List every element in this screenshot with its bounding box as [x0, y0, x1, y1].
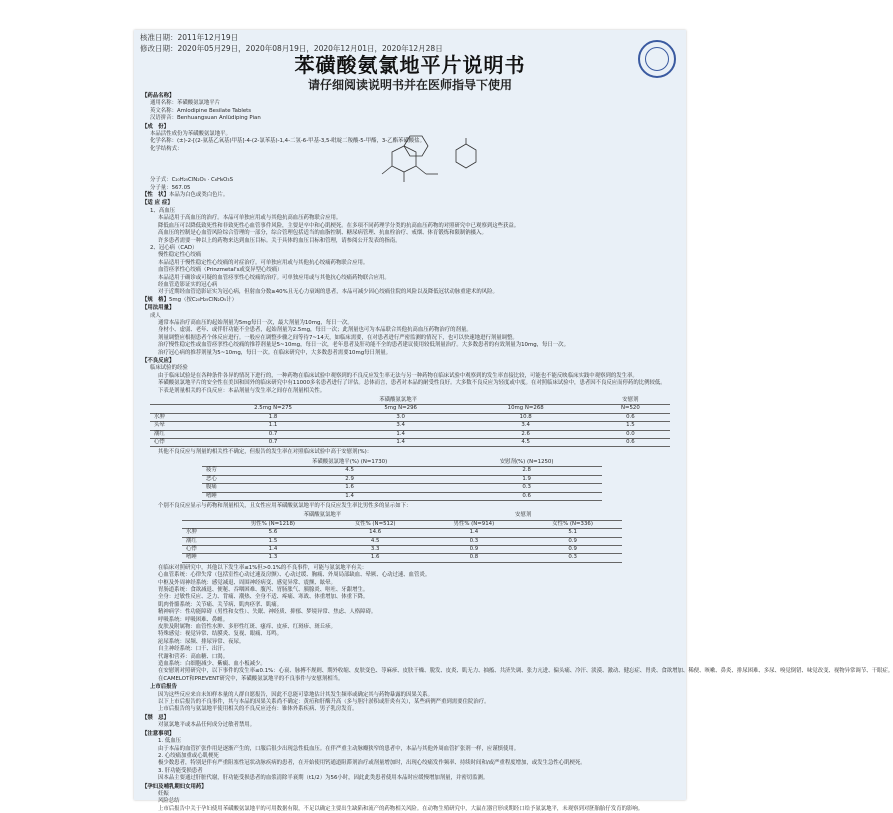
adverse-line: 临床试验的经验	[150, 365, 188, 372]
text-line: 自主神经系统：口干、出汗。	[158, 646, 229, 653]
pinyin-name: 汉语拼音：Benhuangsuan Anlüdiping Pian	[150, 115, 261, 122]
section-heading-precautions: 【注意事项】	[142, 730, 175, 737]
contraindications-text: 对氨氯地平或本品任何成分过敏者禁用。	[158, 722, 256, 729]
table-header-cell: 女性% (N=336)	[523, 520, 622, 528]
generic-name: 通用名称：苯磺酸氨氯地平片	[150, 100, 221, 107]
active-ingredient: 本品活性成份为苯磺酸氨氯地平。	[150, 131, 231, 138]
text-line: 精神病学：性功能障碍（男性和女性）、失眠、神经质、抑郁、梦境异常、焦虑、人格障碍。	[158, 609, 377, 616]
table-header-cell	[182, 520, 220, 528]
table-cell: 恶心	[202, 475, 248, 483]
dosage-line: 治疗冠心病的推荐剂量为5~10mg，每日一次。在临床研究中，大多数患者需要10mg每日剂量。	[158, 349, 392, 356]
indication-line: 本品适用于高血压的治疗。本品可单独应用或与其他抗高血压药物联合应用。	[158, 215, 342, 222]
table-cell: 水肿	[150, 413, 205, 421]
table-cell: 4.5	[326, 537, 425, 545]
table-header-cell: 男性% (N=914)	[425, 520, 524, 528]
table-cell: 1.4	[341, 439, 461, 447]
precautions-lines	[142, 738, 678, 782]
table-header-cell: 安慰剂	[591, 397, 670, 405]
leaflet-body	[142, 92, 893, 813]
text-line: 极少数患者，特别是伴有严重阻塞性冠状动脉疾病的患者，在开始使用钙通道阻滞剂治疗或剂量增加时，出现心绞痛发作频率、持续时间和/或严重程度增加，或发生急性心肌梗死。	[158, 760, 586, 767]
table-cell: 2.6	[461, 430, 591, 438]
table-header-cell: 5mg N=296	[341, 405, 461, 413]
table-subheader-row	[182, 520, 622, 528]
table-cell: 4.5	[248, 467, 451, 475]
table-header-cell: 苯磺酸氨氯地平(%) (N=1730)	[248, 459, 451, 467]
table-cell: 3.4	[461, 422, 591, 430]
character-line	[142, 192, 678, 199]
table-cell: 10.8	[461, 413, 591, 421]
section-heading-spec: 【规 格】	[142, 296, 169, 303]
table-row	[202, 467, 602, 475]
table-row	[150, 422, 670, 430]
table-cell: 腹痛	[202, 484, 248, 492]
post-marketing-lines	[142, 692, 678, 714]
table-row	[202, 484, 602, 492]
text-line: 在CAMELOT和PREVENT研究中，苯磺酸氨氯地平的不良事件与安慰剂相当。	[158, 675, 344, 682]
table-header-cell: 10mg N=268	[461, 405, 591, 413]
table-cell: 3.4	[341, 422, 461, 430]
leaflet-sheet	[134, 30, 893, 812]
indication-line: 本品适用于慢性稳定性心绞痛的对症治疗。可单独应用或与其他抗心绞痛药物联合应用。	[158, 259, 369, 266]
table-header-cell: 2.5mg N=275	[205, 405, 340, 413]
table-header-cell: N=520	[591, 405, 670, 413]
text-line: 肌肉骨骼系统：关节痛、关节病、肌肉痉挛、肌痛。	[158, 601, 282, 608]
document-subtitle: 请仔细阅读说明书并在医师指导下使用	[307, 78, 512, 92]
table-header-row	[150, 397, 670, 405]
table-cell: 心悸	[150, 439, 205, 447]
text-line: 以下上市后报告的不良事件，其与本品的因果关系尚不确定：黄疸和肝酶升高（多与胆汁淤积或肝炎有关），某些病例严重到需要住院治疗。	[158, 699, 490, 706]
adverse-line: 苯磺酸氨氯地平片的安全性在美国和国外的临床研究中有11000多名患者进行了评估。总体而言，患者对本品的耐受性良好。大多数不良反应为轻度或中度。在对照临床试验中，患者因不良反应而停药的比例较低。	[158, 380, 666, 387]
table-cell: 5.6	[220, 529, 326, 537]
table-cell: 0.8	[425, 554, 524, 562]
table-cell: 0.3	[523, 554, 622, 562]
text-line: 风险总结	[158, 798, 180, 805]
table-header-cell	[150, 405, 205, 413]
post-marketing-heading: 上市后报告	[150, 684, 177, 691]
structure-spacer	[142, 153, 678, 177]
adverse-more-lines	[142, 564, 893, 684]
table-header-cell: 安慰剂(%) (N=1250)	[451, 459, 602, 467]
table-cell: 0.3	[425, 537, 524, 545]
table-header-cell: 女性% (N=512)	[326, 520, 425, 528]
table-cell: 3.3	[326, 545, 425, 553]
table-header-cell	[150, 397, 205, 405]
table-row	[202, 475, 602, 483]
text-line: 因本品主要通过肝脏代谢，肝功能受损患者的血浆清除半衰期（t1/2）为56小时，因此此类患者使用本品时应缓慢增加剂量，并密切监测。	[158, 775, 489, 782]
text-line: 心血管系统：心律失常（包括室性心动过速及房颤）、心动过缓、胸痛、外周局部缺血、晕厥、心动过速、血管炎。	[158, 572, 431, 579]
spec-line	[142, 297, 678, 304]
table-header-cell: 男性% (N=1218)	[220, 520, 326, 528]
table-row	[182, 545, 622, 553]
table-row	[150, 430, 670, 438]
table-cell: 1.6	[248, 484, 451, 492]
table-cell: 2.8	[451, 467, 602, 475]
table-cell: 潮红	[182, 537, 220, 545]
text-line: 特殊感觉：视觉异常、结膜炎、复视、眼痛、耳鸣。	[158, 631, 282, 638]
table-cell: 0.9	[523, 545, 622, 553]
table-subheader-row	[150, 405, 670, 413]
table-cell: 水肿	[182, 529, 220, 537]
table-header-cell	[182, 512, 220, 520]
text-line: 上市后报告的与氨氯地平使用相关的不良反应还有：锥体外系疾病、男子乳房发育。	[158, 706, 358, 713]
indication-line: 1、高血压	[150, 207, 175, 214]
table-cell: 嗜睡	[182, 554, 220, 562]
english-name: 英文名称：Amlodipine Besilate Tablets	[150, 107, 252, 114]
indication-line: 经血管造影证实的冠心病	[158, 281, 218, 288]
document-title: 苯磺酸氨氯地平片说明书	[294, 53, 526, 77]
table-cell: 4.5	[461, 439, 591, 447]
table-cell: 3.0	[341, 413, 461, 421]
section-heading-pregnancy: 【孕妇及哺乳期妇女用药】	[142, 783, 207, 790]
table-cell: 心悸	[182, 545, 220, 553]
table-cell: 5.1	[523, 529, 622, 537]
text-line: 妊娠	[158, 790, 169, 797]
table-header-cell: 苯磺酸氨氯地平	[220, 512, 424, 520]
approval-date: 核准日期：2011年12月19日	[140, 33, 239, 42]
indication-line: 血管痉挛性心绞痛（Prinzmetal's或变异型心绞痛）	[158, 267, 283, 274]
character-text: 本品为白色或类白色片。	[168, 192, 229, 199]
table-cell: 1.1	[205, 422, 340, 430]
table-cell: 0.6	[451, 492, 602, 500]
table-row	[182, 537, 622, 545]
table-cell: 0.9	[425, 545, 524, 553]
text-line: 全身：过敏性反应、乏力、背痛、潮热、全身不适、疼痛、寒战、体重增加、体重下降。	[158, 594, 369, 601]
text-line: 在安慰剂对照研究中，以下事件的发生率≤0.1%：心衰、脉搏不规则、期外收缩、皮肤变色、荨麻疹、皮肤干燥、脱发、皮炎、肌无力、抽搐、共济失调、张力亢进、偏头痛、冷汗、淡漠、激动、健忘症、胃炎、食欲增加、稀便、咳嗽、鼻炎、排尿困难、多尿、嗅觉倒错、味觉改变、视物异常调节、干眼症。	[158, 668, 893, 675]
adverse-table-gender	[182, 512, 622, 562]
table-row	[150, 413, 670, 421]
dosage-line: 通常本品治疗高血压的起始剂量为5mg每日一次，最大剂量为10mg，每日一次。	[158, 319, 353, 326]
table-row	[150, 439, 670, 447]
table-cell: 1.5	[591, 422, 670, 430]
adverse-table-dose	[150, 397, 670, 447]
text-line: 中枢及外周神经系统：感觉减退、周围神经病变、感觉异常、震颤、眩晕。	[158, 579, 336, 586]
adverse-table-other	[202, 459, 602, 501]
table-cell: 2.9	[248, 475, 451, 483]
table2-caption: 其他不良反应与剂量的相关性不确定，但报告的发生率在对照临床试验中高于安慰剂(%)：	[158, 449, 373, 456]
table-header-cell: 安慰剂	[425, 512, 622, 520]
table-cell: 1.3	[220, 554, 326, 562]
indication-line: 2、冠心病（CAD）	[150, 244, 198, 251]
table-header-row	[202, 459, 602, 467]
text-line: 泌尿系统：尿频、排尿异常、夜尿。	[158, 638, 245, 645]
structure-label: 化学结构式：	[150, 145, 183, 152]
table-cell: 1.4	[341, 430, 461, 438]
table-cell: 0.6	[591, 439, 670, 447]
text-line: 上市后报告中关于孕妇使用苯磺酸氨氯地平的可用数据有限，不足以确定主要出生缺陷和流产的药物相关风险。在动物生殖研究中，大鼠在器官形成期经口给予氨氯地平，未观察到对胚胎胎仔发育的影响。	[158, 805, 644, 812]
table-cell: 嗜睡	[202, 492, 248, 500]
text-line: 代谢和营养：高血糖、口渴。	[158, 653, 229, 660]
table-cell: 0.7	[205, 430, 340, 438]
table-cell: 潮红	[150, 430, 205, 438]
table-cell: 1.6	[326, 554, 425, 562]
spec-text: 5mg（按C₂₀H₂₅ClN₂O₅计）	[168, 296, 237, 303]
text-line: 3. 肝功能受损患者	[158, 767, 203, 774]
text-line: 皮肤及附属物：血管性水肿、多形性红斑、瘙痒、皮疹、红斑疹、斑丘疹。	[158, 624, 336, 630]
table-cell: 1.5	[220, 537, 326, 545]
table-cell: 1.4	[248, 492, 451, 500]
table-row	[202, 492, 602, 500]
table-header-cell: 苯磺酸氨氯地平	[205, 397, 590, 405]
table-cell: 1.4	[425, 529, 524, 537]
revision-date: 修改日期：2020年05月29日，2020年08月19日，2020年12月01日，2020年12月28日	[140, 44, 443, 53]
adverse-line: 由于临床试验是在各种条件各异的情况下进行的，一种药物在临床试验中观察到的不良反应发生率无法与另一种药物在临床试验中观察到的发生率直接比较，可能也不能反映临床实践中观察到的发生率。	[158, 372, 638, 379]
dosage-line: 身材小、虚弱、老年、或伴肝功能不全患者，起始剂量为2.5mg，每日一次；此剂量也可为本品联合其他抗高血压药物治疗的剂量。	[158, 327, 472, 334]
indication-line: 许多患者需要一种以上的药物来达到血压目标。关于具体的血压目标和管理，请参阅公开发表的指南。	[158, 237, 401, 244]
indication-line: 高血压的控制是心血管风险综合管理的一部分，综合管理包括适当的血脂控制、糖尿病管理、抗血栓治疗、戒烟、体育锻炼和限制钠摄入。	[158, 230, 487, 237]
text-line: 造血系统：白细胞减少、紫癜、血小板减少。	[158, 661, 266, 668]
chemical-name: 化学名称：(±)-2-[(2-氨基乙氧基)甲基]-4-(2-氯苯基)-1,4-二氢-6-甲基-3,5-吡啶二羧酸-5-甲酯，3-乙酯苯磺酸盐。	[150, 138, 425, 145]
text-line: 在临床对照研究中，其他以下发生率≤1%但>0.1%的不良事件，可能与氨氯地平有关：	[158, 564, 368, 571]
table-header-row	[182, 512, 622, 520]
section-heading-name: 【药品名称】	[142, 93, 175, 99]
section-heading-contraindications: 【禁 忌】	[142, 714, 169, 721]
table-cell: 1.9	[451, 475, 602, 483]
dosage-line: 剂量调整应根据患者个体反应进行。一般应在调整步骤之间等待7~14天，如临床需要，在对患者进行严密监测的情况下，也可以快速地进行剂量调整。	[158, 334, 518, 341]
text-line: 由于本品的血管扩张作用是逐渐产生的，口服后很少出现急性低血压。在伴严重主动脉瓣狭窄的患者中，本品与其他外周血管扩张剂一样，应谨慎使用。	[158, 745, 520, 752]
dosage-line: 成人	[150, 312, 161, 319]
text-line: 因为这些反应来自未知样本量的人群自愿报告，因此不总能可靠地估计其发生频率或确定其与药物暴露的因果关系。	[158, 691, 433, 698]
table-cell: 0.0	[591, 430, 670, 438]
section-heading-dosage: 【用法用量】	[142, 305, 175, 312]
text-line: 呼吸系统：呼吸困难、鼻衄。	[158, 616, 229, 623]
table-cell: 0.7	[205, 439, 340, 447]
indication-line: 对于近期经血管造影证实为冠心病，但射血分数≥40%且无心力衰竭的患者，本品可减少因心绞痛住院的风险以及降低冠状动脉重建术的风险。	[158, 289, 498, 296]
table-row	[182, 529, 622, 537]
dosage-line: 治疗慢性稳定性或血管痉挛性心绞痛的推荐剂量是5~10mg，每日一次，老年患者及肝功能不全的患者建议使用较低剂量治疗。大多数患者的有效剂量为10mg，每日一次。	[158, 342, 569, 349]
text-line: 2. 心绞痛加重或心肌梗死	[158, 752, 219, 759]
section-heading-character: 【性 状】	[142, 192, 169, 199]
indication-line: 慢性稳定性心绞痛	[158, 252, 202, 259]
molecular-weight: 分子量：567.05	[150, 184, 191, 191]
section-heading-adverse: 【不良反应】	[142, 358, 175, 364]
table-cell: 0.9	[523, 537, 622, 545]
text-line: 胃肠道系统：食欲减退、便秘、吞咽困难、腹泻、胃肠胀气、胰腺炎、呕吐、牙龈增生。	[158, 586, 369, 593]
table-header-cell	[202, 459, 248, 467]
table-cell: 1.8	[205, 413, 340, 421]
adverse-line: 下表是剂量相关的不良反应：本品剂量与发生率之间存在剂量相关性。	[158, 387, 326, 394]
section-heading-composition: 【成 份】	[142, 123, 169, 130]
table-cell: 14.6	[326, 529, 425, 537]
indication-line: 本品适用于确诊或可疑的血管痉挛性心绞痛的治疗。可单独应用或与其他抗心绞痛药物联合应用。	[158, 274, 390, 281]
table-cell: 0.6	[591, 413, 670, 421]
section-heading-indications: 【适 应 症】	[142, 200, 173, 207]
indication-line: 降低血压可以降低致死性和非致死性心血管事件风险，主要是卒中和心肌梗死。在多项不同药理学分类的抗高血压药物的对照研究中已观察到这些获益。	[158, 222, 520, 229]
table-cell: 0.3	[451, 484, 602, 492]
molecular-formula: 分子式：C₂₀H₂₅ClN₂O₅ · C₆H₆O₃S	[150, 177, 233, 184]
table-cell: 头晕	[150, 422, 205, 430]
table-row	[182, 554, 622, 562]
table-cell: 疲劳	[202, 467, 248, 475]
text-line: 1. 低血压	[158, 738, 182, 745]
table3-caption: 个别不良反应显示与药物和剂量相关，且女性应用苯磺酸氨氯地平的不良反应发生率比男性多的显示如下：	[158, 502, 412, 509]
pregnancy-lines	[142, 791, 678, 813]
table-cell: 1.4	[220, 545, 326, 553]
